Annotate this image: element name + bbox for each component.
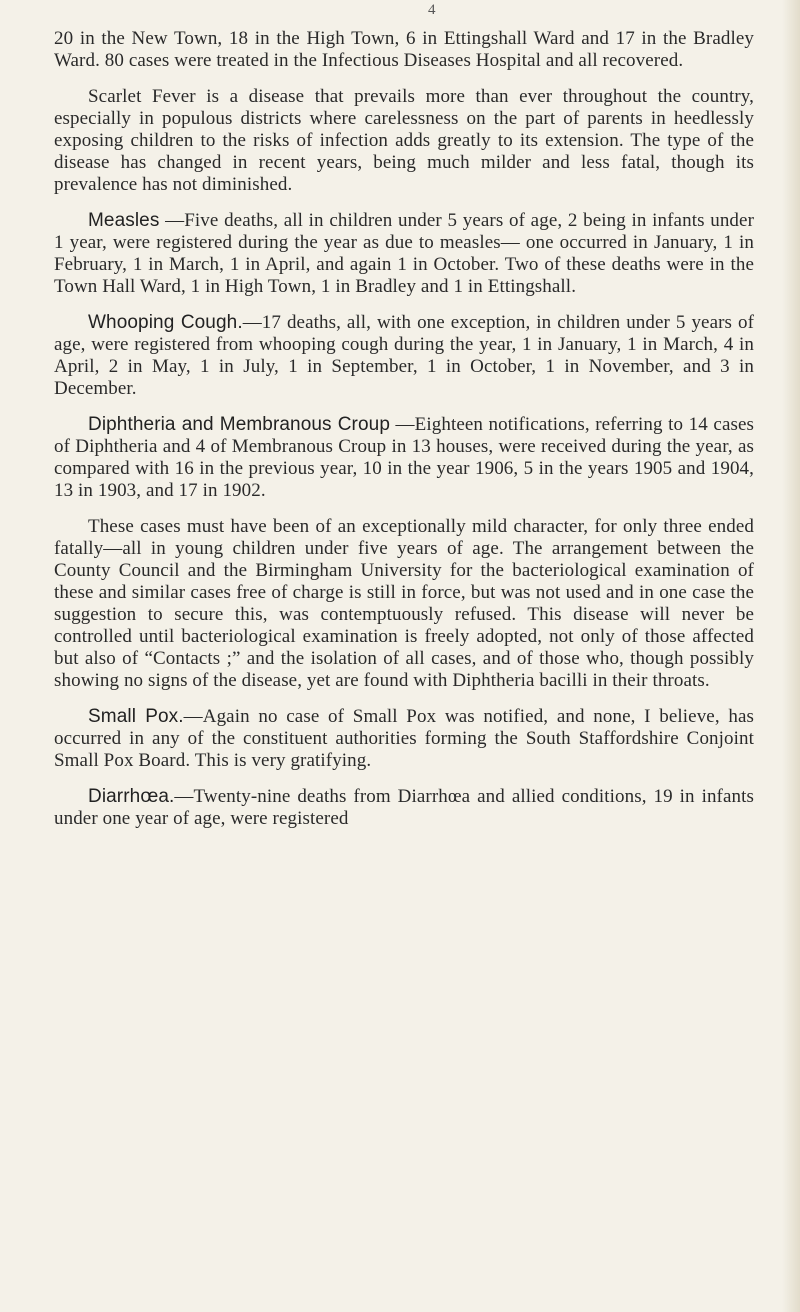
page-number: 4 <box>428 2 436 18</box>
small-pox-text: —Again no case of Small Pox was notified, and none, I believe, has occurred in any of the constituent authorities forming the South Staffordshire Conjoint Small Pox Board. This is very gratifying. <box>54 706 754 771</box>
heading-diarrhoea: Diarrhœa. <box>88 786 175 807</box>
paragraph-measles <box>54 210 754 298</box>
diphtheria-text: —Eighteen notifications, referring to 14 cases of Diphtheria and 4 of Membranous Croup in 13 houses, were received during the year, as compared with 16 in the previous year, 10 in the year 1906, 5 in the years 1905 and 1904, 13 in 1903, and 17 in 1902. <box>54 414 755 501</box>
paragraph-scarlet-fever: Scarlet Fever is a disease that prevails more than ever throughout the country, especially in populous districts where carelessness on the part of parents in heedlessly exposing children to the risks of infection adds greatly to its extension. The type of the disease has changed in recent years, being much milder and less fatal, though its prevalence has not diminished. <box>54 86 754 195</box>
measles-text: —Five deaths, all in children under 5 years of age, 2 being in infants under 1 year, were registered during the year as due to measles— one occurred in January, 1 in February, 1 in March, 1 in April, and again 1 in October. Two of these deaths were in the Town Hall Ward, 1 in High Town, 1 in Bradley and 1 in Ettingshall. <box>54 210 754 297</box>
heading-measles: Measles <box>88 210 160 231</box>
paragraph-whooping-cough <box>54 312 754 400</box>
heading-whooping-cough: Whooping Cough. <box>88 312 243 333</box>
page-edge-shadow <box>782 0 800 1312</box>
paragraph-these-cases: These cases must have been of an exceptionally mild character, for only three ended fatally—all in young children under five years of age. The arrangement between the County Council and the Birmingham University for the bacteriological examination of these and similar cases free of charge is still in force, but was not used and in one case the suggestion to secure this, was contemptuously refused. This disease will never be controlled until bacteriological examination is freely adopted, not only of those affected but also of “Contacts ;” and the isolation of all cases, and of those who, though possibly showing no signs of the disease, yet are found with Diphtheria bacilli in their throats. <box>54 516 754 691</box>
diarrhoea-text: —Twenty-nine deaths from Diarrhœa and allied conditions, 19 in infants under one year of age, were registered <box>54 786 754 829</box>
paragraph-diphtheria <box>54 414 754 502</box>
paragraph-continuation: 20 in the New Town, 18 in the High Town, 6 in Ettingshall Ward and 17 in the Bradley Ward. 80 cases were treated in the Infectious Diseases Hospital and all recovered. <box>54 28 754 71</box>
heading-small-pox: Small Pox. <box>88 706 184 727</box>
paragraph-small-pox <box>54 706 754 772</box>
paragraph-diarrhoea <box>54 786 754 830</box>
document-body <box>54 28 754 830</box>
whooping-cough-text: —17 deaths, all, with one exception, in children under 5 years of age, were registered from whooping cough during the year, 1 in January, 1 in March, 4 in April, 2 in May, 1 in July, 1 in September, 1 in October, 1 in November, and 3 in December. <box>54 312 754 399</box>
heading-diphtheria: Diphtheria and Membranous Croup <box>88 414 390 435</box>
